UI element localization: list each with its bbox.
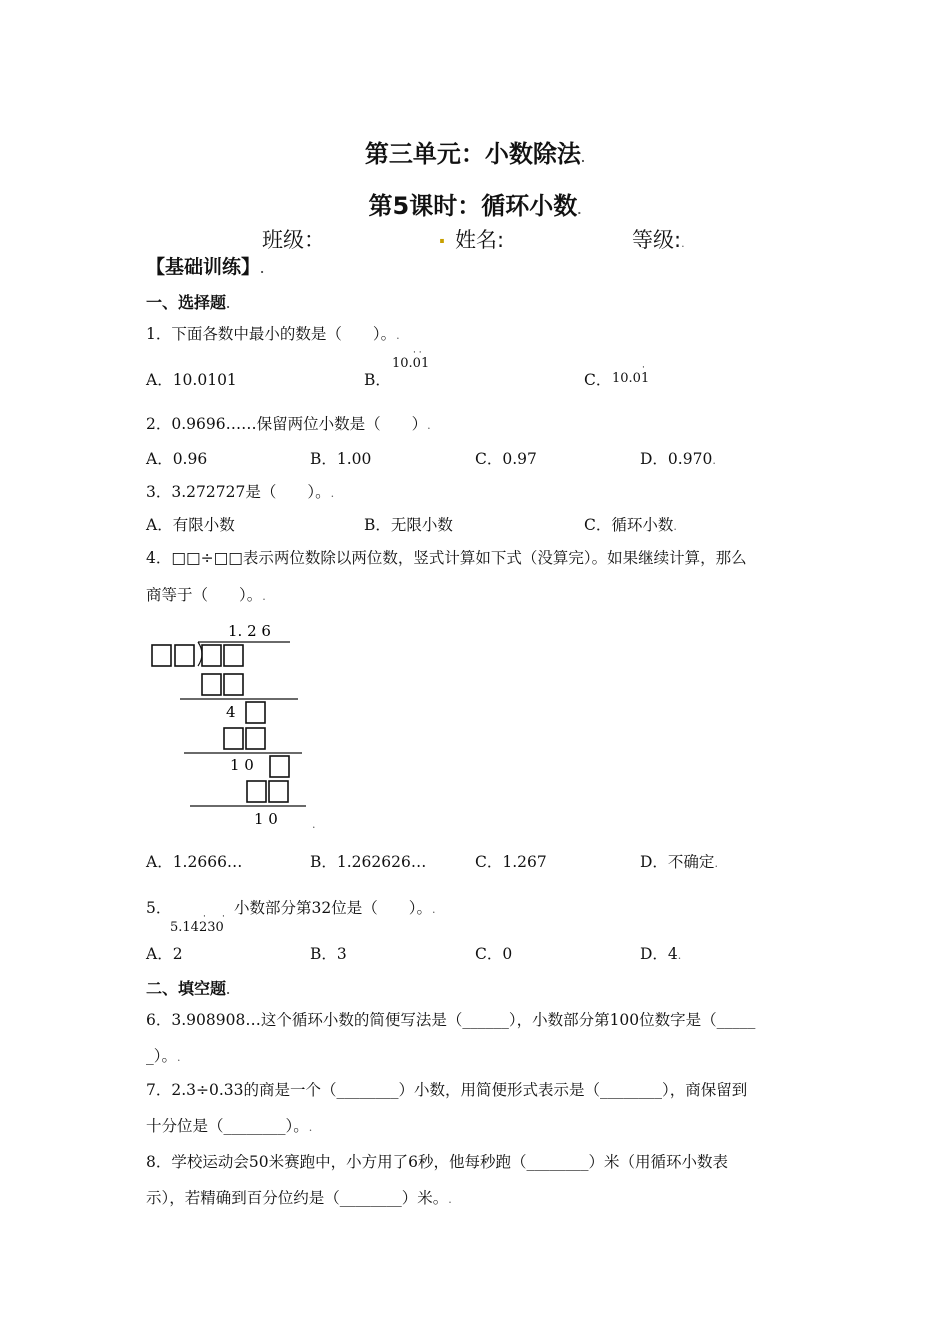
q2-option-d: D．0.970. — [640, 450, 716, 468]
q2-option-c: C．0.97 — [475, 450, 537, 468]
q4-stem-line1: 4．□□÷□□表示两位数除以两位数，竖式计算如下式（没算完）。如果继续计算，那么 — [146, 549, 747, 567]
division-remainder-10b: 1 0 — [254, 810, 278, 828]
q1-stem: 1．下面各数中最小的数是（ ）。. — [146, 325, 400, 343]
q5-option-d: D．4. — [640, 945, 682, 963]
q5-option-a: A．2 — [146, 945, 183, 963]
product-box-1 — [202, 674, 221, 695]
division-remainder-10a: 1 0 — [230, 756, 254, 774]
step2-product-box-1 — [224, 728, 243, 749]
step2-box — [246, 702, 265, 723]
long-division-figure — [140, 618, 340, 838]
division-digit-4: 4 — [226, 703, 236, 721]
q7-line2: 十分位是（________）。. — [146, 1117, 313, 1135]
q4-option-c: C．1.267 — [475, 853, 547, 871]
step3-product-box-1 — [247, 781, 266, 802]
q2-option-b: B．1.00 — [310, 450, 372, 468]
division-quotient: 1. 2 6 — [228, 622, 271, 640]
q6-line2: _）。. — [146, 1047, 181, 1065]
dividend-box-2 — [224, 645, 243, 666]
q3-option-c: C．循环小数. — [584, 516, 677, 534]
q1-option-c-value: 10.01 · — [612, 363, 650, 386]
step3-product-box-2 — [269, 781, 288, 802]
q3-option-b: B．无限小数 — [364, 516, 453, 534]
grade-label: 等级:. — [632, 228, 685, 252]
q1-option-b: B． — [364, 371, 391, 389]
basic-training-heading: 【基础训练】. — [146, 256, 265, 278]
section-choice-heading: 一、选择题. — [146, 293, 231, 312]
class-label: 班级： — [262, 228, 325, 252]
lesson-title: 第5课时：循环小数. — [368, 192, 582, 220]
q6-line1: 6．3.908908…这个循环小数的简便写法是（______），小数部分第100位数字是（_____ — [146, 1011, 756, 1029]
q1-option-c: C． — [584, 371, 612, 389]
divisor-box-1 — [152, 645, 171, 666]
name-label: 姓名: — [455, 228, 505, 252]
q2-option-a: A．0.96 — [146, 450, 208, 468]
header-dot: . — [438, 224, 446, 248]
q1-option-b-value: 10.01 · · — [392, 348, 430, 371]
dividend-box-1 — [202, 645, 221, 666]
q8-line1: 8．学校运动会50米赛跑中，小方用了6秒，他每秒跑（________）米（用循环小数表 — [146, 1153, 728, 1171]
step3-box — [270, 756, 289, 777]
step2-product-box-2 — [246, 728, 265, 749]
product-box-2 — [224, 674, 243, 695]
q5-option-b: B．3 — [310, 945, 347, 963]
q7-line1: 7．2.3÷0.33的商是一个（________）小数，用简便形式表示是（________），商保留到 — [146, 1081, 748, 1099]
q3-option-a: A．有限小数 — [146, 516, 235, 534]
section-fill-heading: 二、填空题. — [146, 979, 231, 998]
q5-stem: 小数部分第32位是（ ）。. — [234, 899, 436, 917]
q4-option-d: D．不确定. — [640, 853, 718, 871]
page-title: 第三单元：小数除法. — [364, 140, 586, 168]
q1-option-a: A．10.0101 — [146, 371, 237, 389]
q5-number: 5.14230 · · — [170, 912, 225, 935]
divisor-box-2 — [175, 645, 194, 666]
q4-option-a: A．1.2666… — [146, 853, 243, 871]
q2-stem: 2．0.9696……保留两位小数是（ ）. — [146, 415, 431, 433]
q4-stem-line2: 商等于（ ）。. — [146, 586, 266, 604]
q5-prefix: 5． — [146, 899, 172, 917]
q8-line2: 示），若精确到百分位约是（________）米。. — [146, 1189, 452, 1207]
q4-option-b: B．1.262626… — [310, 853, 427, 871]
figure-mark: . — [312, 818, 316, 831]
q3-stem: 3．3.272727是（ ）。. — [146, 483, 335, 501]
q5-option-c: C．0 — [475, 945, 513, 963]
